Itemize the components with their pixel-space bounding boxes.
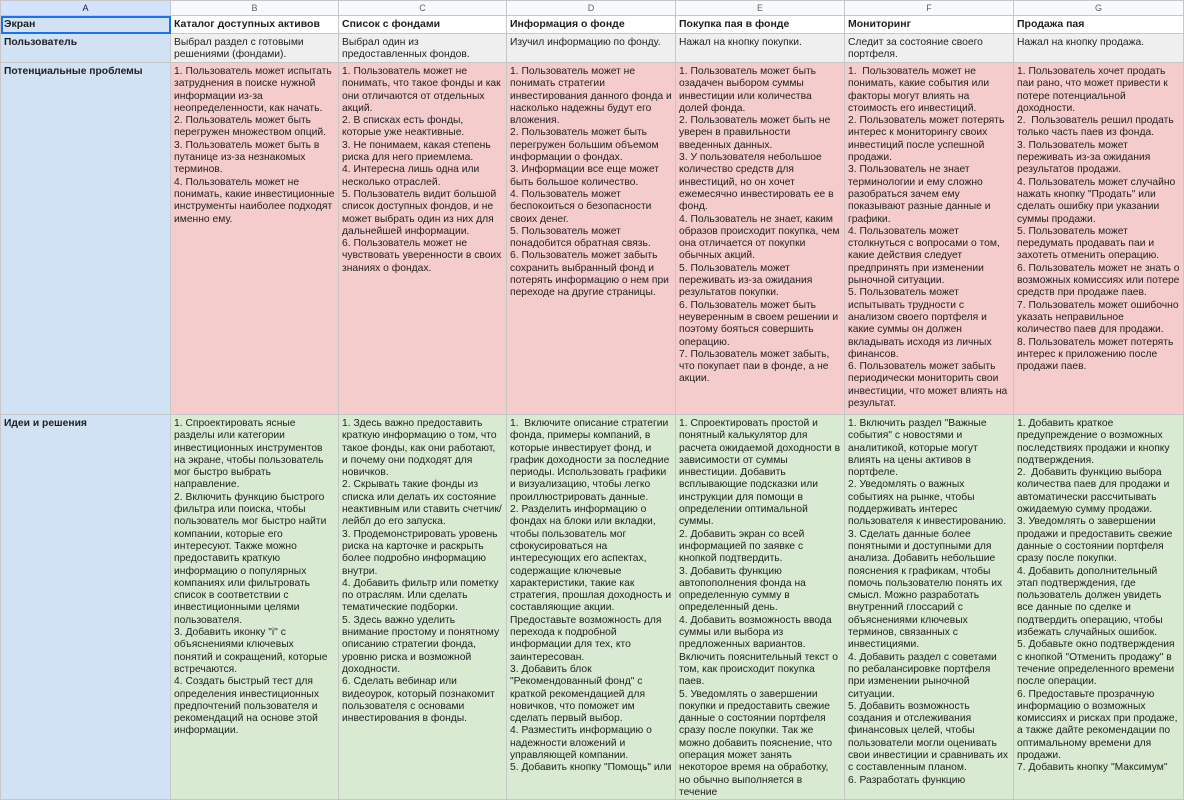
column-header-f[interactable]: F <box>845 1 1014 16</box>
column-header-b[interactable]: B <box>171 1 339 16</box>
problems-cell-purchase[interactable]: 1. Пользователь может быть озадачен выбором суммы инвестиции или количества долей фонда. 2. Пользователь может быть не уверен в правильности введенных данных. 3. У пользователя небольшое количество средств для инвестиций, но он хочет ежемесячно инвестировать ее в фонд. 4. Пользователь не знает, каким образов происходит покупка, чем она отличается от покупки обычных акций. 5. Пользователь может переживать из-за ожидания результатов покупки. 6. Пользователь может быть неуверенным в своем решении и поэтому бояться совершить операцию. 7. Пользователь может забыть, что покупает паи в фонде, а не акции. <box>676 63 845 415</box>
ideas-cell-sale[interactable]: 1. Добавить краткое предупреждение о возможных последствиях продажи и кнопку подтверждения. 2. Добавить функцию выбора количества паев для продажи и автоматически рассчитывать ожидаемую сумму продажи. 3. Уведомлять о завершении продажи и предоставить свежие данные о состоянии портфеля сразу после покупки. 4. Добавить дополнительный этап подтверждения, где пользователь должен увидеть все данные по сделке и подтвердить операцию, чтобы избежать случайных ошибок. 5. Добавьте окно подтверждения с кнопкой "Отменить продажу" в течение определенного времени после операции. 6. Предоставьте прозрачную информацию о возможных комиссиях и рисках при продаже, а также дайте рекомендации по оптимальному времени для продажи. 7. Добавить кнопку "Максимум" <box>1014 415 1184 800</box>
screen-cell-fund-info[interactable]: Информация о фонде <box>507 16 676 34</box>
user-cell-catalog[interactable]: Выбрал раздел с готовыми решениями (фондами). <box>171 34 339 63</box>
row-label-user[interactable]: Пользователь <box>1 34 171 63</box>
column-header-d[interactable]: D <box>507 1 676 16</box>
user-cell-purchase[interactable]: Нажал на кнопку покупки. <box>676 34 845 63</box>
screen-row <box>1 16 1184 34</box>
problems-cell-catalog[interactable]: 1. Пользователь может испытать затруднения в поиске нужной информации из-за неопределенности, как начать. 2. Пользователь может быть перегружен множеством опций. 3. Пользователь может быть в путанице из-за незнакомых терминов. 4. Пользователь может не понимать, какие инвестиционные инструменты наиболее подходят именно ему. <box>171 63 339 415</box>
column-header-e[interactable]: E <box>676 1 845 16</box>
column-header-row <box>1 1 1184 16</box>
problems-cell-sale[interactable]: 1. Пользователь хочет продать паи рано, что может привести к потере потенциальной доходности. 2. Пользователь решил продать только часть паев из фонда. 3. Пользователь может переживать из-за ожидания результатов продажи. 4. Пользователь может случайно нажать кнопку "Продать" или сделать ошибку при указании суммы продажи. 5. Пользователь может передумать продавать паи и захотеть отменить операцию. 6. Пользователь может не знать о возможных комиссиях или потере средств при продаже паев. 7. Пользователь может ошибочно указать неправильное количество паев для продажи. 8. Пользователь может потерять интерес к приложению после продажи паев. <box>1014 63 1184 415</box>
screen-cell-fund-list[interactable]: Список с фондами <box>339 16 507 34</box>
user-row <box>1 34 1184 63</box>
ideas-row <box>1 415 1184 800</box>
problems-row <box>1 63 1184 415</box>
screen-cell-catalog[interactable]: Каталог доступных активов <box>171 16 339 34</box>
problems-cell-monitoring[interactable]: 1. Пользователь может не понимать, какие события или факторы могут влиять на стоимость его инвестиций. 2. Пользователь может потерять интерес к мониторингу своих инвестиций после успешной продажи. 3. Пользователь не знает терминологии и ему сложно разобраться зачем ему показывают разные данные и графики. 4. Пользователь может столкнуться с вопросами о том, какие действия следует предпринять при изменении рыночной ситуации. 5. Пользователь может испытывать трудности с анализом своего портфеля и какие суммы он должен вкладывать исходя из личных финансов. 6. Пользователь может забыть периодически мониторить свои инвестиции, что может влиять на результат. <box>845 63 1014 415</box>
column-header-g[interactable]: G <box>1014 1 1184 16</box>
ideas-cell-purchase[interactable]: 1. Спроектировать простой и понятный калькулятор для расчета ожидаемой доходности в зависимости от суммы инвестиции. Добавить всплывающие подсказки или инструкции для помощи в определении оптимальной суммы. 2. Добавить экран со всей информацией по заявке с кнопкой подтвердить. 3. Добавить функцию автопополнения фонда на определенную сумму в определенный день. 4. Добавить возможность ввода суммы или выбора из предложенных вариантов. Включить пояснительный текст о том, как происходит покупка паев. 5. Уведомлять о завершении покупки и предоставить свежие данные о состоянии портфеля сразу после покупки. Так же можно добавить пояснение, что операция может занять некоторое время на обработку, но обычно выполняется в течение <box>676 415 845 800</box>
column-header-a[interactable]: A <box>1 1 171 16</box>
problems-cell-fund-info[interactable]: 1. Пользователь может не понимать стратегии инвестирования данного фонда и насколько надежны будут его вложения. 2. Пользователь может быть перегружен большим объемом информации о фондах. 3. Информации все еще может быть большое количество. 4. Пользователь может беспокоиться о безопасности своих денег. 5. Пользователь может понадобится обратная связь. 6. Пользователь может забыть сохранить выбранный фонд и потерять информацию о нем при переходе на другие страницы. <box>507 63 676 415</box>
screen-cell-purchase[interactable]: Покупка пая в фонде <box>676 16 845 34</box>
user-cell-fund-info[interactable]: Изучил информацию по фонду. <box>507 34 676 63</box>
ideas-cell-fund-info[interactable]: 1. Включите описание стратегии фонда, примеры компаний, в которые инвестирует фонд, и график доходности за последние периоды. Использовать графики и визуализацию, чтобы легко проиллюстрировать данные. 2. Разделить информацию о фондах на блоки или вкладки, чтобы пользователь мог сфокусироваться на интересующих его аспектах, содержащие ключевые характеристики, такие как стратегия, прошлая доходность и составляющие акции. Предоставьте возможность для перехода к подробной информации для тех, кто заинтересован. 3. Добавить блок "Рекомендованный фонд" с краткой рекомендацией для новичков, что поможет им сделать первый выбор. 4. Разместить информацию о надежности вложений и управляющей компании. 5. Добавить кнопку "Помощь" или <box>507 415 676 800</box>
row-label-screen[interactable]: Экран <box>1 16 171 34</box>
screen-cell-sale[interactable]: Продажа пая <box>1014 16 1184 34</box>
ideas-cell-monitoring[interactable]: 1. Включить раздел "Важные события" с новостями и аналитикой, которые могут влиять на цены активов в портфеле. 2. Уведомлять о важных событиях на рынке, чтобы поддерживать интерес пользователя к инвестированию. 3. Сделать данные более понятными и доступными для анализа. Добавить небольшие пояснения к графикам, чтобы помочь пользователю понять их смысл. Можно разработать внутренний глоссарий с объяснениями ключевых терминов, связанных с инвестициями. 4. Добавить раздел с советами по ребалансировке портфеля при изменении рыночной ситуации. 5. Добавить возможность создания и отслеживания финансовых целей, чтобы пользователи могли оценивать свои инвестиции и сравнивать их с составленным планом. 6. Разработать функцию <box>845 415 1014 800</box>
ideas-cell-catalog[interactable]: 1. Спроектировать ясные разделы или категории инвестиционных инструментов на экране, чтобы пользователь мог быстро выбрать направление. 2. Включить функцию быстрого фильтра или поиска, чтобы пользователь мог быстро найти компании, которые его интересуют. Также можно предоставить краткую информацию о популярных компаниях или фильтровать список в соответствии с инвестиционными целями пользователя. 3. Добавить иконку "i" с объяснениями ключевых понятий и сокращений, которые встречаются. 4. Создать быстрый тест для определения инвестиционных предпочтений пользователя и рекомендаций на основе этой информации. <box>171 415 339 800</box>
user-cell-monitoring[interactable]: Следит за состояние своего портфеля. <box>845 34 1014 63</box>
user-cell-sale[interactable]: Нажал на кнопку продажа. <box>1014 34 1184 63</box>
column-header-c[interactable]: C <box>339 1 507 16</box>
row-label-ideas[interactable]: Идеи и решения <box>1 415 171 800</box>
row-label-problems[interactable]: Потенциальные проблемы <box>1 63 171 415</box>
screen-cell-monitoring[interactable]: Мониторинг <box>845 16 1014 34</box>
ideas-cell-fund-list[interactable]: 1. Здесь важно предоставить краткую информацию о том, что такое фонды, как они работают, и почему они подходят для новичков. 2. Скрывать такие фонды из списка или делать их состояние неактивным или ставить счетчик/лейбл до его запуска. 3. Продемонстрировать уровень риска на карточке и раскрыть более подробно информацию внутри. 4. Добавить фильтр или пометку по отраслям. Или сделать тематические подборки. 5. Здесь важно уделить внимание простому и понятному описанию стратегии фонда, уровню риска и возможной доходности. 6. Сделать вебинар или видеоурок, который познакомит пользователя с основами инвестирования в фонды. <box>339 415 507 800</box>
user-cell-fund-list[interactable]: Выбрал один из предоставленных фондов. <box>339 34 507 63</box>
problems-cell-fund-list[interactable]: 1. Пользователь может не понимать, что такое фонды и как они отличаются от отдельных акций. 2. В списках есть фонды, которые уже неактивные. 3. Не понимаем, какая степень риска для него приемлема. 4. Интересна лишь одна или несколько отраслей. 5. Пользователь видит большой список доступных фондов, и не может выбрать один из них для дальнейшей информации. 6. Пользователь может не чувствовать уверенности в своих знаниях о фондах. <box>339 63 507 415</box>
